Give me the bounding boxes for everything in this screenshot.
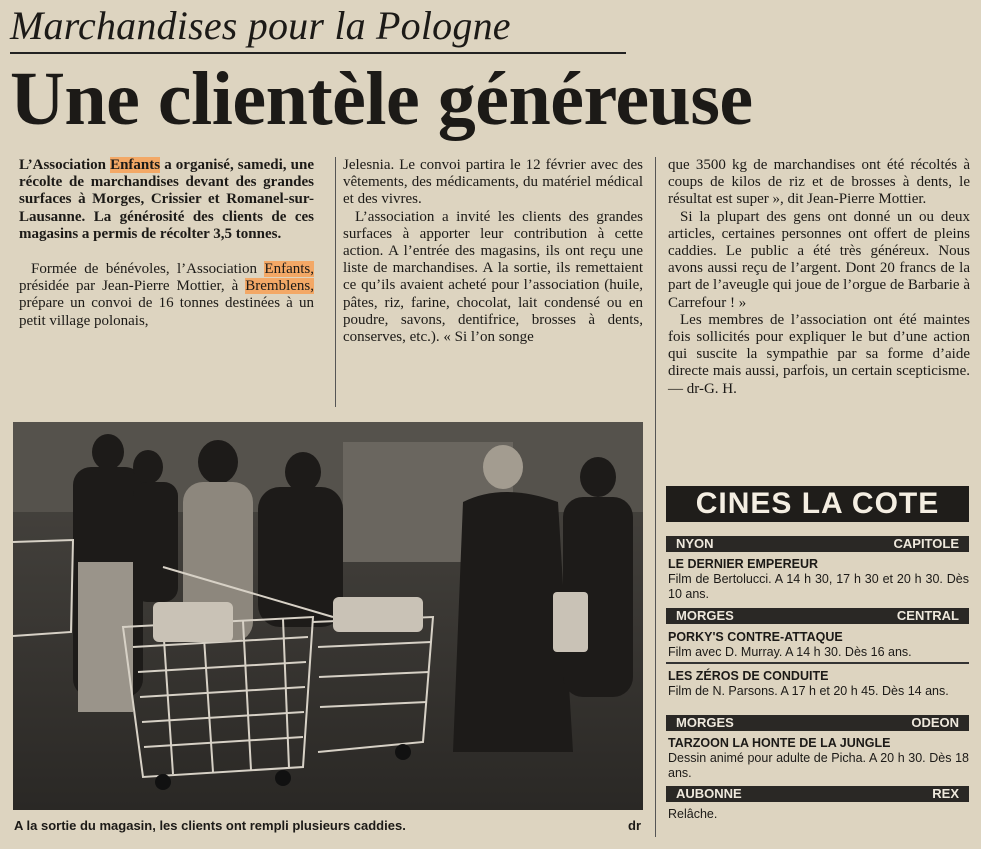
cines-heading: CINES LA COTE [666, 486, 969, 522]
column-rule-1 [335, 157, 336, 407]
film-info: Film de Bertolucci. A 14 h 30, 17 h 30 et 20 h 30. Dès 10 ans. [668, 572, 969, 601]
body-paragraph: L’association a invité les clients des grandes surfaces à apporter leur contribution à cette action. A l’entrée des magasins, ils ont reçu une liste de marchandises. A la sortie, ils remettaient ce qu’ils avaient acheté pour l’association (huile, pâtes, riz, farine, chocolat, lait condensé ou en poudre, savons, dentifrice, brosses à dents, conserves, etc.). « Si l’on songe [343, 208, 643, 346]
film-info: Relâche. [668, 807, 718, 821]
lead-paragraph: L’Association Enfants a organisé, samedi, une récolte de marchandises devant des grandes surfaces à Morges, Crissier et Romanel-sur-Lausanne. La générosité des clients de ces magasins a permis de récolter 3,5 tonnes. [19, 157, 314, 242]
film-info: Dessin animé pour adulte de Picha. A 20 h 30. Dès 18 ans. [668, 751, 969, 780]
venue-bar-nyon: NYON CAPITOLE [666, 536, 969, 552]
listing-morges-odeon [666, 731, 969, 786]
photo-caption: A la sortie du magasin, les clients ont rempli plusieurs caddies. [14, 818, 406, 833]
film-title: PORKY'S CONTRE-ATTAQUE [668, 630, 843, 644]
listing-morges-central-2 [666, 669, 969, 715]
article-kicker: Marchandises pour la Pologne [10, 3, 511, 48]
venue-bar-morges-central: MORGES CENTRAL [666, 608, 969, 624]
film-title: TARZOON LA HONTE DE LA JUNGLE [668, 736, 891, 750]
column-rule-2 [655, 157, 656, 837]
article-headline: Une clientèle généreuse [10, 57, 753, 141]
film-title: LES ZÉROS DE CONDUITE [668, 669, 829, 683]
photo-credit: dr [628, 818, 641, 833]
film-title: LE DERNIER EMPEREUR [668, 557, 819, 571]
body-paragraph: Si la plupart des gens ont donné un ou deux articles, certaines personnes ont offert de pleins caddies. Le public a été très généreux. Nous avons aussi reçu de l’argent. Dont 20 francs de la part de l’aveugle qui joue de l’orgue de Barbarie à Carrefour ! » [668, 208, 970, 311]
highlight-enfants-2: Enfants, [264, 261, 314, 278]
highlight-enfants: Enfants [110, 157, 161, 173]
article-column-1 [19, 157, 314, 330]
body-paragraph: Formée de bénévoles, l’Association Enfants, présidée par Jean-Pierre Mottier, à Bremblens, prépare un convoi de 16 tonnes destinées à un petit village polonais, [19, 261, 314, 329]
listing-divider [666, 662, 969, 664]
news-photo [13, 422, 643, 810]
body-paragraph: que 3500 kg de marchandises ont été récoltés à coups de kilos de riz et de brosses à dents, le résultat est super », dit Jean-Pierre Mottier. [668, 157, 970, 208]
film-info: Film avec D. Murray. A 14 h 30. Dès 16 ans. [668, 645, 912, 659]
cines-listings [666, 536, 969, 822]
highlight-bremblens: Bremblens, [245, 278, 314, 295]
body-paragraph: Les membres de l’association ont été maintes fois sollicités pour expliquer le but d’une action qui suscite la sympathie par sa forme d’aide directe mais aussi, parfois, un certain scepticisme. — dr-G. H. [668, 311, 970, 397]
listing-nyon [666, 552, 969, 608]
body-paragraph: Jelesnia. Le convoi partira le 12 février avec des vêtements, des médicaments, du matériel médical et des vivres. [343, 157, 643, 208]
listing-aubonne [666, 802, 969, 822]
kicker-rule [10, 52, 626, 54]
article-column-3 [668, 157, 970, 398]
listing-morges-central-1 [666, 624, 969, 658]
venue-bar-aubonne: AUBONNE REX [666, 786, 969, 802]
shoppers-with-carts-image [13, 422, 643, 810]
article-column-2 [343, 157, 643, 346]
venue-bar-morges-odeon: MORGES ODEON [666, 715, 969, 731]
film-info: Film de N. Parsons. A 17 h et 20 h 45. Dès 14 ans. [668, 684, 949, 698]
